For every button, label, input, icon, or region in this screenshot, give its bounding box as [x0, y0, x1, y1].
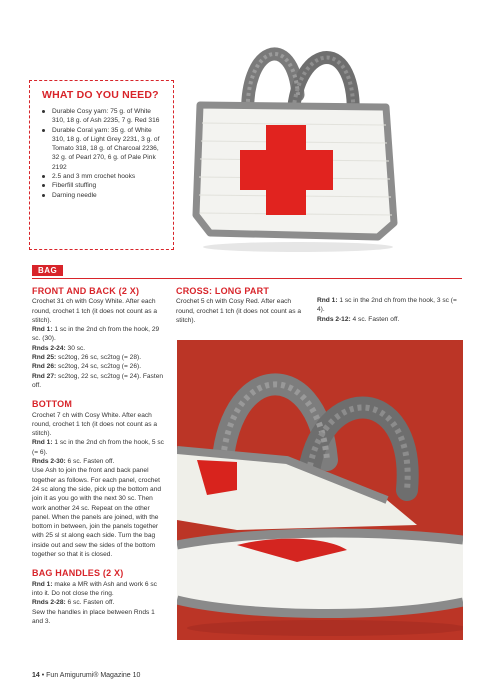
- cross-intro: Crochet 5 ch with Cosy Red. After each round, crochet 1 tch (it does not count as a stitch).: [176, 298, 301, 324]
- instruction-row: Rnd 27: sc2tog, 22 sc, sc2tog (= 24). Fasten off.: [32, 372, 164, 389]
- instruction-row: Rnd 1: 1 sc in the 2nd ch from the hook, 3 sc (= 4).: [317, 297, 457, 314]
- instruction-row: Rnds 2-24: 30 sc.: [32, 344, 86, 352]
- front-back-heading: FRONT AND BACK (2 X): [32, 286, 140, 296]
- instruction-row: Rnd 1: make a MR with Ash and work 6 sc into it. Do not close the ring.: [32, 580, 157, 597]
- page-footer: [32, 672, 140, 679]
- materials-list: [38, 107, 165, 200]
- instruction-row: Rnds 2-12: 4 sc. Fasten off.: [317, 315, 400, 323]
- handles-finish: Sew the handles in place between Rnds 1 and 3.: [32, 608, 155, 625]
- footer-bullet: •: [41, 672, 45, 679]
- instructions-column-right: [317, 296, 462, 324]
- section-tag-bag: BAG: [32, 265, 63, 276]
- materials-item: Fiberfill stuffing: [38, 181, 165, 190]
- instruction-row: Rnd 1: 1 sc in the 2nd ch from the hook, 5 sc (= 6).: [32, 439, 164, 456]
- materials-box: [29, 80, 174, 250]
- materials-item: 2.5 and 3 mm crochet hooks: [38, 172, 165, 181]
- bag-closeup-photo: [177, 340, 463, 640]
- first-aid-bag-photo: [188, 25, 408, 255]
- page-number: 14: [32, 672, 40, 679]
- instruction-row: Rnds 2-30: 6 sc. Fasten off.: [32, 458, 115, 466]
- materials-title: WHAT DO YOU NEED?: [42, 89, 159, 101]
- instruction-row: Rnd 1: 1 sc in the 2nd ch from the hook, 29 sc. (30).: [32, 326, 160, 343]
- materials-item: Durable Coral yarn: 35 g. of White 310, 18 g. of Light Grey 2231, 3 g. of Tomato 318, 18 g. of Charcoal 2236, 32 g. of Pearl 270, 6 g. of Pale Pink 2192: [38, 126, 165, 172]
- instruction-row: Rnd 26: sc2tog, 24 sc, sc2tog (= 26).: [32, 363, 142, 371]
- front-back-intro: Crochet 31 ch with Cosy White. After each round, crochet 1 tch (it does not count as a stitch).: [32, 298, 157, 324]
- section-divider: [32, 278, 462, 279]
- cross-heading: CROSS: LONG PART: [176, 286, 270, 296]
- bottom-intro: Crochet 7 ch with Cosy White. After each round, crochet 1 tch (it does not count as a stitch).: [32, 411, 157, 438]
- handles-heading: BAG HANDLES (2 X): [32, 568, 124, 579]
- bottom-assembly: Use Ash to join the front and back panel together as follows. For each panel, crochet 24 sc along the side, pick up the bottom and join it as you go with the next 30 sc. Then work another 24 sc. Repeat on the other panel. When the panels are joined, with the bottom in between, join the panels together with 25 sl st along each side. Turn the bag inside out and sew the sides of the bottom together so that it is closed.: [32, 467, 162, 559]
- bottom-heading: BOTTOM: [32, 399, 73, 410]
- instructions-column-middle: [176, 287, 311, 325]
- materials-item: Darning needle: [38, 191, 165, 200]
- instruction-row: Rnd 25: sc2tog, 26 sc, sc2tog (= 28).: [32, 354, 142, 362]
- magazine-title: Fun Amigurumi® Magazine 10: [46, 672, 141, 679]
- materials-item: Durable Cosy yarn: 75 g. of White 310, 18 g. of Ash 2235, 7 g. Red 316: [38, 107, 165, 126]
- instructions-column-left: [32, 287, 167, 626]
- instruction-row: Rnds 2-28: 6 sc. Fasten off.: [32, 599, 115, 607]
